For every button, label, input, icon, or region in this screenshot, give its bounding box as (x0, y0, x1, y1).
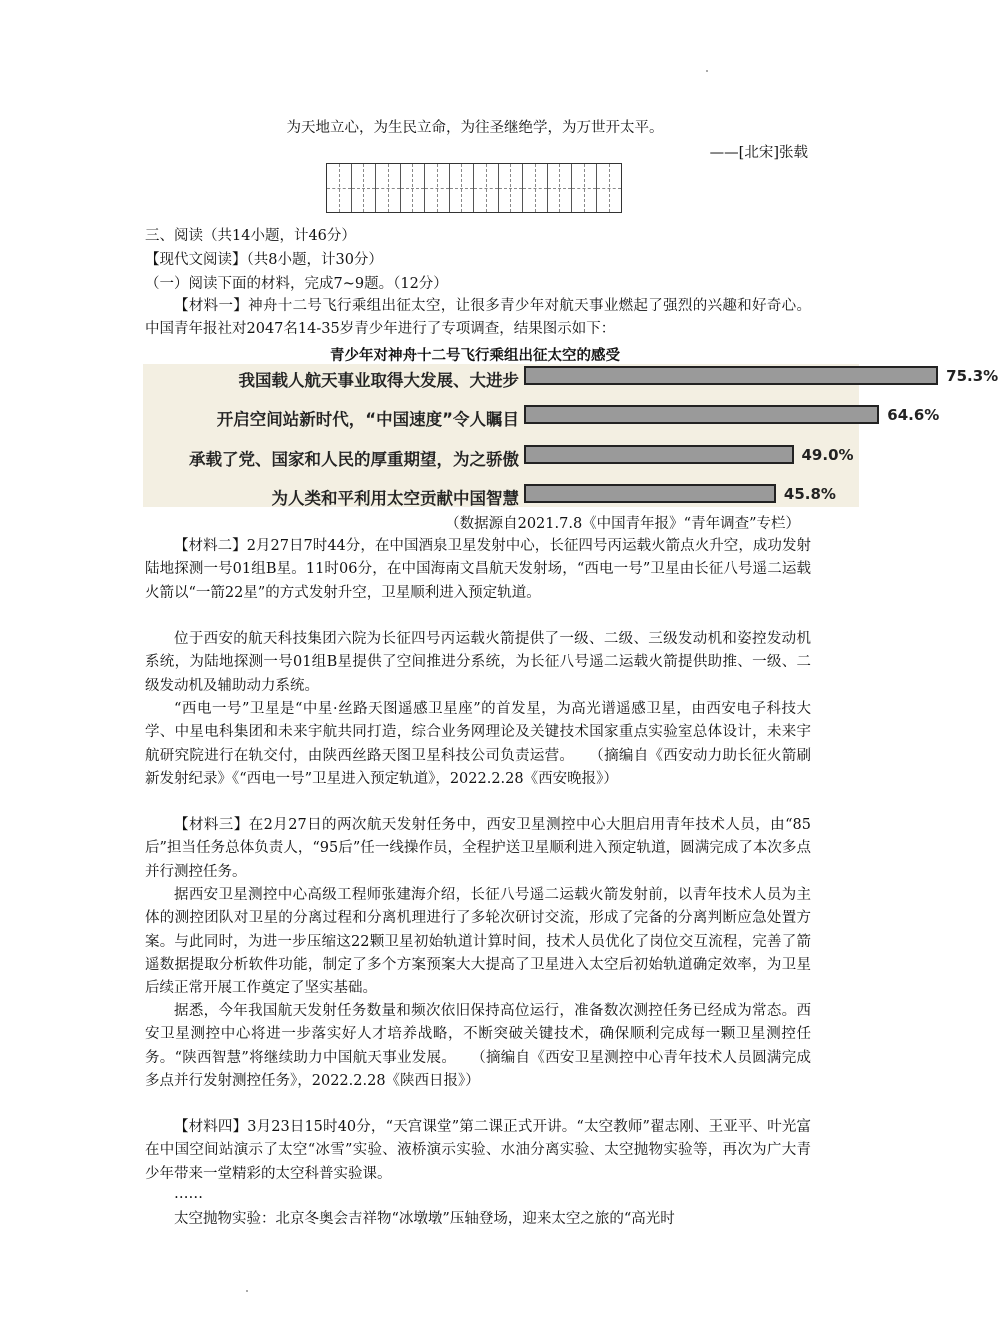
material-2-para-2: 位于西安的航天科技集团六院为长征四号丙运载火箭提供了一级、二级、三级发动机和姿控发动机系统，为陆地探测一号01组B星提供了空间推进分系统，为长征八号遥二运载火箭提供助推、一级、二级发动机及辅助动力系统。 (145, 631, 811, 694)
chart-row (143, 443, 859, 469)
part-heading: （一）阅读下面的材料，完成7~9题。（12分） (145, 276, 448, 292)
grid-cell (572, 164, 597, 212)
scan-dot (246, 1290, 248, 1292)
scan-dot (706, 70, 708, 72)
category-label: 开启空间站新时代，“中国速度”令人瞩目 (216, 410, 519, 429)
chart-row (143, 364, 998, 390)
bar-chart (143, 364, 998, 508)
grid-cell (597, 164, 622, 212)
material-1: 【材料一】神舟十二号飞行乘组出征太空，让很多青少年对航天事业燃起了强烈的兴趣和好奇心。中国青年报社对2047名14-35岁青少年进行了专项调查，结果图示如下： (145, 298, 811, 338)
grid-cell (352, 164, 377, 212)
value-label: 45.8% (783, 485, 836, 503)
chart-source: （数据源自2021.7.8《中国青年报》“青年调查”专栏） (445, 516, 800, 532)
category-label: 我国载人航天事业取得大发展、大进步 (238, 371, 519, 390)
subsection-heading: 【现代文阅读】（共8小题，计30分） (145, 252, 383, 268)
ellipsis: …… (174, 1186, 203, 1202)
category-label: 为人类和平利用太空贡献中国智慧 (271, 489, 519, 508)
chart-row (143, 482, 859, 508)
grid-cell (425, 164, 450, 212)
bar (524, 405, 879, 424)
grid-cell (499, 164, 524, 212)
grid-cell (376, 164, 401, 212)
category-label: 承载了党、国家和人民的厚重期望，为之骄傲 (189, 450, 519, 469)
value-label: 49.0% (801, 446, 854, 464)
value-label: 75.3% (946, 367, 998, 385)
writing-grid (326, 163, 622, 213)
grid-cell (523, 164, 548, 212)
bar (524, 445, 794, 464)
chart-title: 青少年对神舟十二号飞行乘组出征太空的感受 (330, 348, 620, 364)
material-2-para-3: “西电一号”卫星是“中星·丝路天图遥感卫星座”的首发星，为高光谱遥感卫星，由西安电子科技大学、中星电科集团和未来宇航共同打造，综合业务网理论及关键技术国家重点实验室总体设计，未来宇航研究院进行在轨交付，由陕西丝路天图卫星科技公司负责运营。 （摘编自《西安动力助长征火箭刷新发射纪录》《“西电一号”卫星进入预定轨道》，2022.2.28《西安晚报》） (145, 701, 811, 787)
chart-row (143, 403, 940, 429)
material-3-para-2: 据西安卫星测控中心高级工程师张建海介绍，长征八号遥二运载火箭发射前，以青年技术人员为主体的测控团队对卫星的分离过程和分离机理进行了多轮次研讨交流，形成了完备的分离判断应急处置方案。与此同时，为进一步压缩这22颗卫星初始轨道计算时间，技术人员优化了岗位交互流程，完善了箭遥数据提取分析软件功能，制定了多个方案预案大大提高了卫星进入太空后初始轨道确定效率，为卫星后续正常开展工作奠定了坚实基础。 (145, 887, 811, 997)
material-4-para-2: 太空抛物实验：北京冬奥会吉祥物“冰墩墩”压轴登场，迎来太空之旅的“高光时 (174, 1211, 675, 1227)
material-4-para-1: 【材料四】3月23日15时40分，“天宫课堂”第二课正式开讲。“太空教师”翟志刚、王亚平、叶光富在中国空间站演示了太空“冰雪”实验、液桥演示实验、水油分离实验、太空抛物实验等，再次为广大青少年带来一堂精彩的太空科普实验课。 (145, 1119, 811, 1182)
grid-cell (548, 164, 573, 212)
value-label: 64.6% (887, 406, 940, 424)
quote-author: ——[北宋]张载 (709, 145, 808, 161)
grid-cell (327, 164, 352, 212)
grid-cell (474, 164, 499, 212)
bar (524, 366, 938, 385)
grid-cell (401, 164, 426, 212)
material-2-para-1: 【材料二】2月27日7时44分，在中国酒泉卫星发射中心，长征四号丙运载火箭点火升空，成功发射陆地探测一号01组B星。11时06分，在中国海南文昌航天发射场，“西电一号”卫星由长征八号遥二运载火箭以“一箭22星”的方式发射升空，卫星顺利进入预定轨道。 (145, 538, 811, 601)
material-3-para-3: 据悉，今年我国航天发射任务数量和频次依旧保持高位运行，准备数次测控任务已经成为常态。西安卫星测控中心将进一步落实好人才培养战略，不断突破关键技术，确保顺利完成每一颗卫星测控任务。“陕西智慧”将继续助力中国航天事业发展。 （摘编自《西安卫星测控中心青年技术人员圆满完成多点并行发射测控任务》，2022.2.28《陕西日报》） (145, 1003, 811, 1089)
section-heading: 三、阅读（共14小题，计46分） (145, 228, 356, 244)
quote-line: 为天地立心，为生民立命，为往圣继绝学，为万世开太平。 (286, 120, 664, 136)
material-3-para-1: 【材料三】在2月27日的两次航天发射任务中，西安卫星测控中心大胆启用青年技术人员，由“85后”担当任务总体负责人，“95后”任一线操作员，全程护送卫星顺利进入预定轨道，圆满完成了本次多点并行测控任务。 (145, 817, 811, 880)
grid-cell (450, 164, 475, 212)
bar (524, 484, 776, 503)
